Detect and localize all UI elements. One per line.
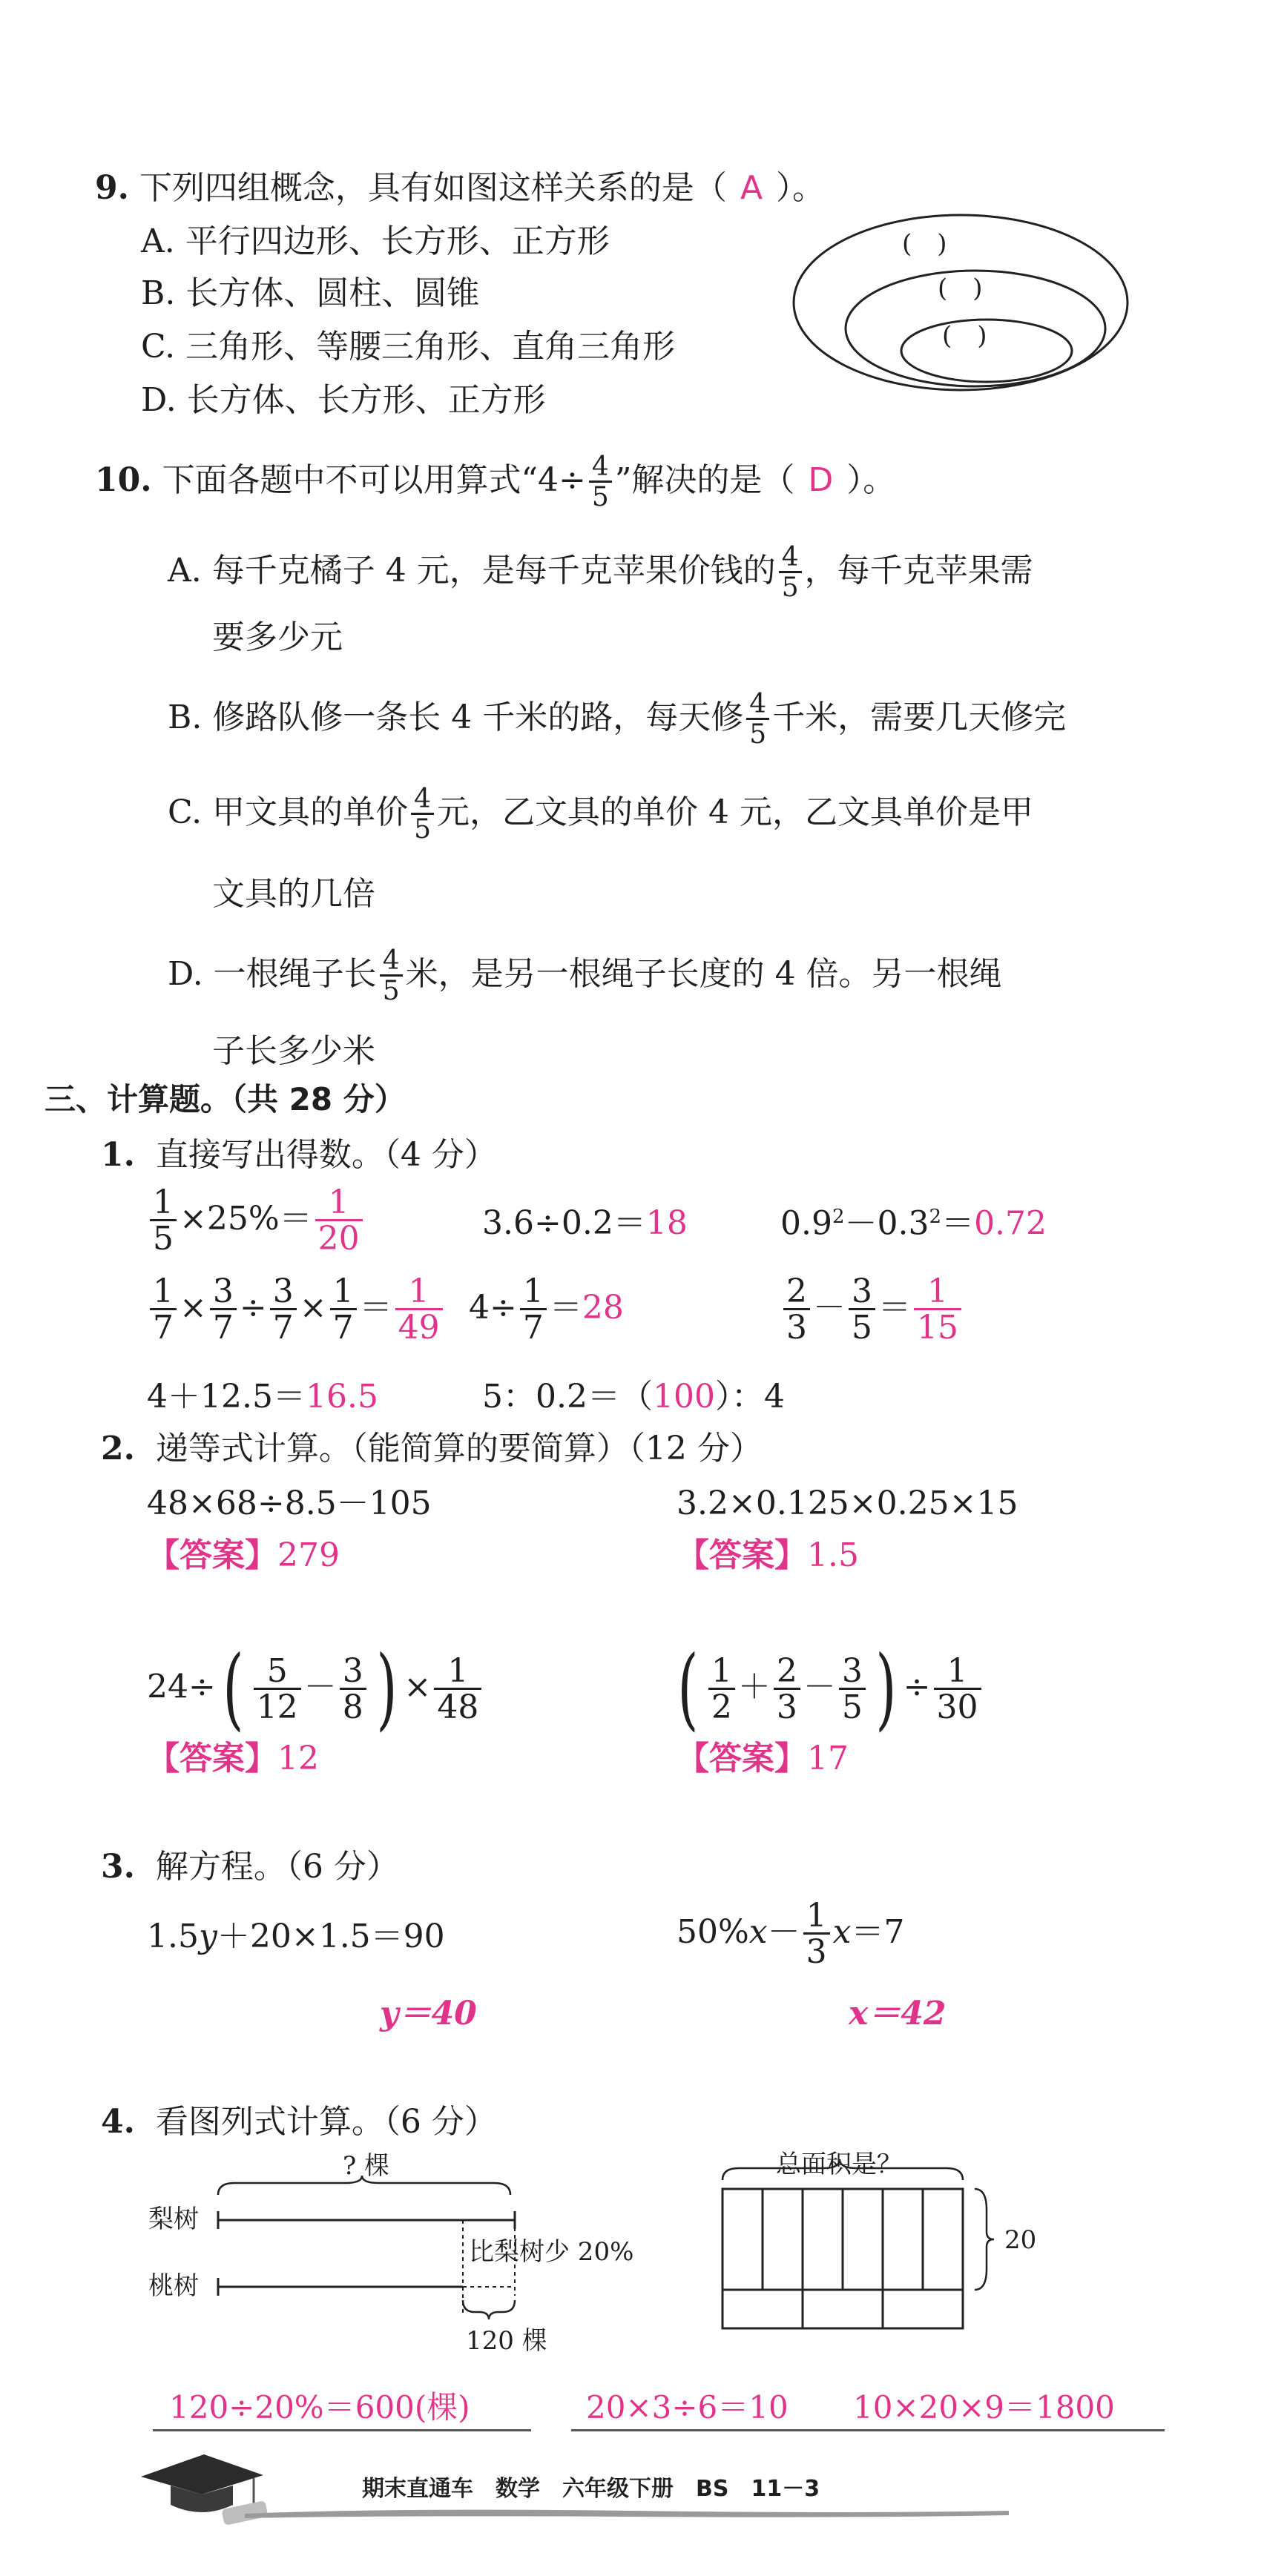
q9-number: 9.	[95, 169, 129, 207]
fig1-top-label: ? 棵	[343, 2151, 390, 2181]
inner-ellipse-label: ( )	[942, 321, 987, 351]
calc-r1-b: 3.6÷0.2＝18	[482, 1204, 688, 1242]
footer-text: 期末直通车 数学 六年级下册 BS 11－3	[362, 2476, 820, 2502]
height-brace	[975, 2189, 994, 2290]
equation-1: 1.5y＋20×1.5＝90	[147, 1918, 445, 1955]
q10-option-d-line1: D. 一根绳子长 $\frac{4}{5}$ 米，是另一根绳子长度的 4 倍。另一根绳	[168, 945, 1002, 1006]
difference-brace	[463, 2300, 515, 2319]
q10-stem-end: ）。	[846, 461, 896, 499]
q10-option-c-line1: C. 甲文具的单价 $\frac{4}{5}$ 元，乙文具的单价 4 元，乙文具单价是甲	[168, 784, 1033, 845]
nested-ellipses-diagram	[786, 208, 1142, 400]
p4-answer-2-line	[571, 2429, 1165, 2431]
calc-r1-a: $\frac{1}{5}$ ×25%＝ $\frac{1}{20}$	[147, 1186, 366, 1255]
calc-r1-c: $0.9^2-0.3^2=0.72$	[780, 1204, 1047, 1243]
calc-r3-b-answer: 100	[652, 1378, 715, 1416]
q10-option-a-line2: 要多少元	[212, 618, 343, 656]
expr-4: ( $\frac{1}{2}$ ＋ $\frac{2}{3}$ － $\frac{3}{5}$ ) ÷ $\frac{1}{30}$	[671, 1645, 984, 1734]
calc-r2-c: $\frac{2}{3}$ － $\frac{3}{5}$ ＝ $\frac{1}{15}$	[780, 1275, 964, 1344]
footer-bar	[245, 2505, 1009, 2520]
q9-stem: 下列四组概念，具有如图这样关系的是（	[139, 169, 727, 207]
q9-answer: A	[740, 169, 763, 207]
calc-r2-b-answer: 28	[582, 1289, 624, 1327]
q9-option-d: D. 长方体、长方形、正方形	[141, 381, 546, 419]
p4-title-line: 4. 看图列式计算。（6 分）	[101, 2103, 497, 2141]
q9-option-c: C. 三角形、等腰三角形、直角三角形	[141, 328, 676, 366]
fig1-count-label: 120 棵	[466, 2326, 547, 2356]
p3-title: 解方程。（6 分）	[155, 1848, 399, 1886]
p2-title: 递等式计算。（能简算的要简算）（12 分）	[155, 1430, 763, 1467]
calc-r2-a: $\frac{1}{7}$ × $\frac{3}{7}$ ÷ $\frac{3}{7}$ × $\frac{1}{7}$ ＝ $\frac{1}{49}$	[147, 1275, 446, 1344]
equation-2: 50%x－ $\frac{1}{3}$ x＝7	[677, 1897, 905, 1971]
p3-title-line: 3. 解方程。（6 分）	[101, 1848, 399, 1886]
expr-2-answer: 【答案】1.5	[677, 1536, 859, 1574]
equation-2-answer: x＝42	[849, 1995, 947, 2032]
expr-3-answer: 【答案】12	[147, 1740, 319, 1777]
p1-title-line: 1. 直接写出得数。（4 分）	[101, 1136, 497, 1174]
area-grid-diagram	[712, 2158, 1053, 2351]
fig2-side-label: 20	[1004, 2225, 1037, 2255]
q9-stem-end: ）。	[776, 169, 826, 207]
fig2-top-label: 总面积是？	[776, 2150, 902, 2179]
q10-stem-b: ”解决的是（	[614, 461, 795, 499]
p4-answer-2b: 10×20×9＝1800	[853, 2389, 1115, 2425]
p4-answer-1: 120÷20%＝600(棵)	[169, 2389, 470, 2425]
p4-answer-2a: 20×3÷6＝10	[586, 2389, 789, 2425]
q10-stem-line	[95, 454, 895, 511]
p4-answer-1-line	[153, 2429, 531, 2431]
q9-option-a: A. 平行四边形、长方形、正方形	[141, 222, 610, 260]
q9-option-b: B. 长方体、圆柱、圆锥	[141, 274, 480, 312]
q10-stem-a: 下面各题中不可以用算式“4÷	[162, 461, 586, 499]
calc-r2-c-answer: $\frac{1}{15}$	[914, 1275, 961, 1344]
calc-r1-b-answer: 18	[645, 1204, 688, 1242]
peach-label: 桃树	[148, 2271, 199, 2301]
expr-2: 3.2×0.125×0.25×15	[677, 1484, 1018, 1522]
calc-r3-a: 4＋12.5＝16.5	[147, 1378, 378, 1416]
calc-r3-b: 5：0.2＝（100）：4	[482, 1378, 785, 1416]
pear-label: 梨树	[148, 2205, 199, 2234]
q10-number: 10.	[95, 461, 152, 499]
q10-option-c-line2: 文具的几倍	[212, 875, 375, 913]
q10-option-b: B. 修路队修一条长 4 千米的路，每天修 $\frac{4}{5}$ 千米，需要几天修完	[168, 689, 1067, 750]
section3-title: 三、计算题。（共 28 分）	[45, 1081, 406, 1117]
p4-title: 看图列式计算。（6 分）	[155, 2103, 497, 2141]
calc-r1-a-answer: $\frac{1}{20}$	[315, 1186, 363, 1255]
equation-1-answer: y＝40	[380, 1995, 477, 2032]
expr-3: 24÷( $\frac{5}{12}$ － $\frac{3}{8}$ ) × $\frac{1}{48}$	[147, 1645, 484, 1734]
q10-option-d-line2: 子长多少米	[212, 1032, 375, 1070]
fig1-less-label: 比梨树少 20%	[469, 2237, 634, 2267]
p2-title-line: 2. 递等式计算。（能简算的要简算）（12 分）	[101, 1430, 763, 1467]
expr-4-answer: 【答案】17	[677, 1740, 849, 1777]
middle-ellipse-label: ( )	[938, 274, 983, 303]
q10-option-a-line1: A. 每千克橘子 4 元，是每千克苹果价钱的 $\frac{4}{5}$ ，每千克苹果需	[168, 542, 1033, 603]
q10-stem-fraction: $\frac{4}{5}$	[589, 454, 612, 511]
expr-1: 48×68÷8.5－105	[147, 1484, 432, 1522]
calc-r3-a-answer: 16.5	[305, 1378, 378, 1416]
calc-r1-c-answer: 0.72	[974, 1204, 1047, 1243]
calc-r2-b: 4÷ $\frac{1}{7}$ ＝28	[469, 1272, 624, 1347]
q10-answer: D	[808, 461, 834, 499]
p1-title: 直接写出得数。（4 分）	[155, 1136, 497, 1174]
calc-r2-a-answer: $\frac{1}{49}$	[395, 1275, 443, 1344]
outer-ellipse-label: ( )	[902, 229, 947, 259]
q9-stem-line	[95, 169, 826, 207]
expr-1-answer: 【答案】279	[147, 1536, 340, 1574]
